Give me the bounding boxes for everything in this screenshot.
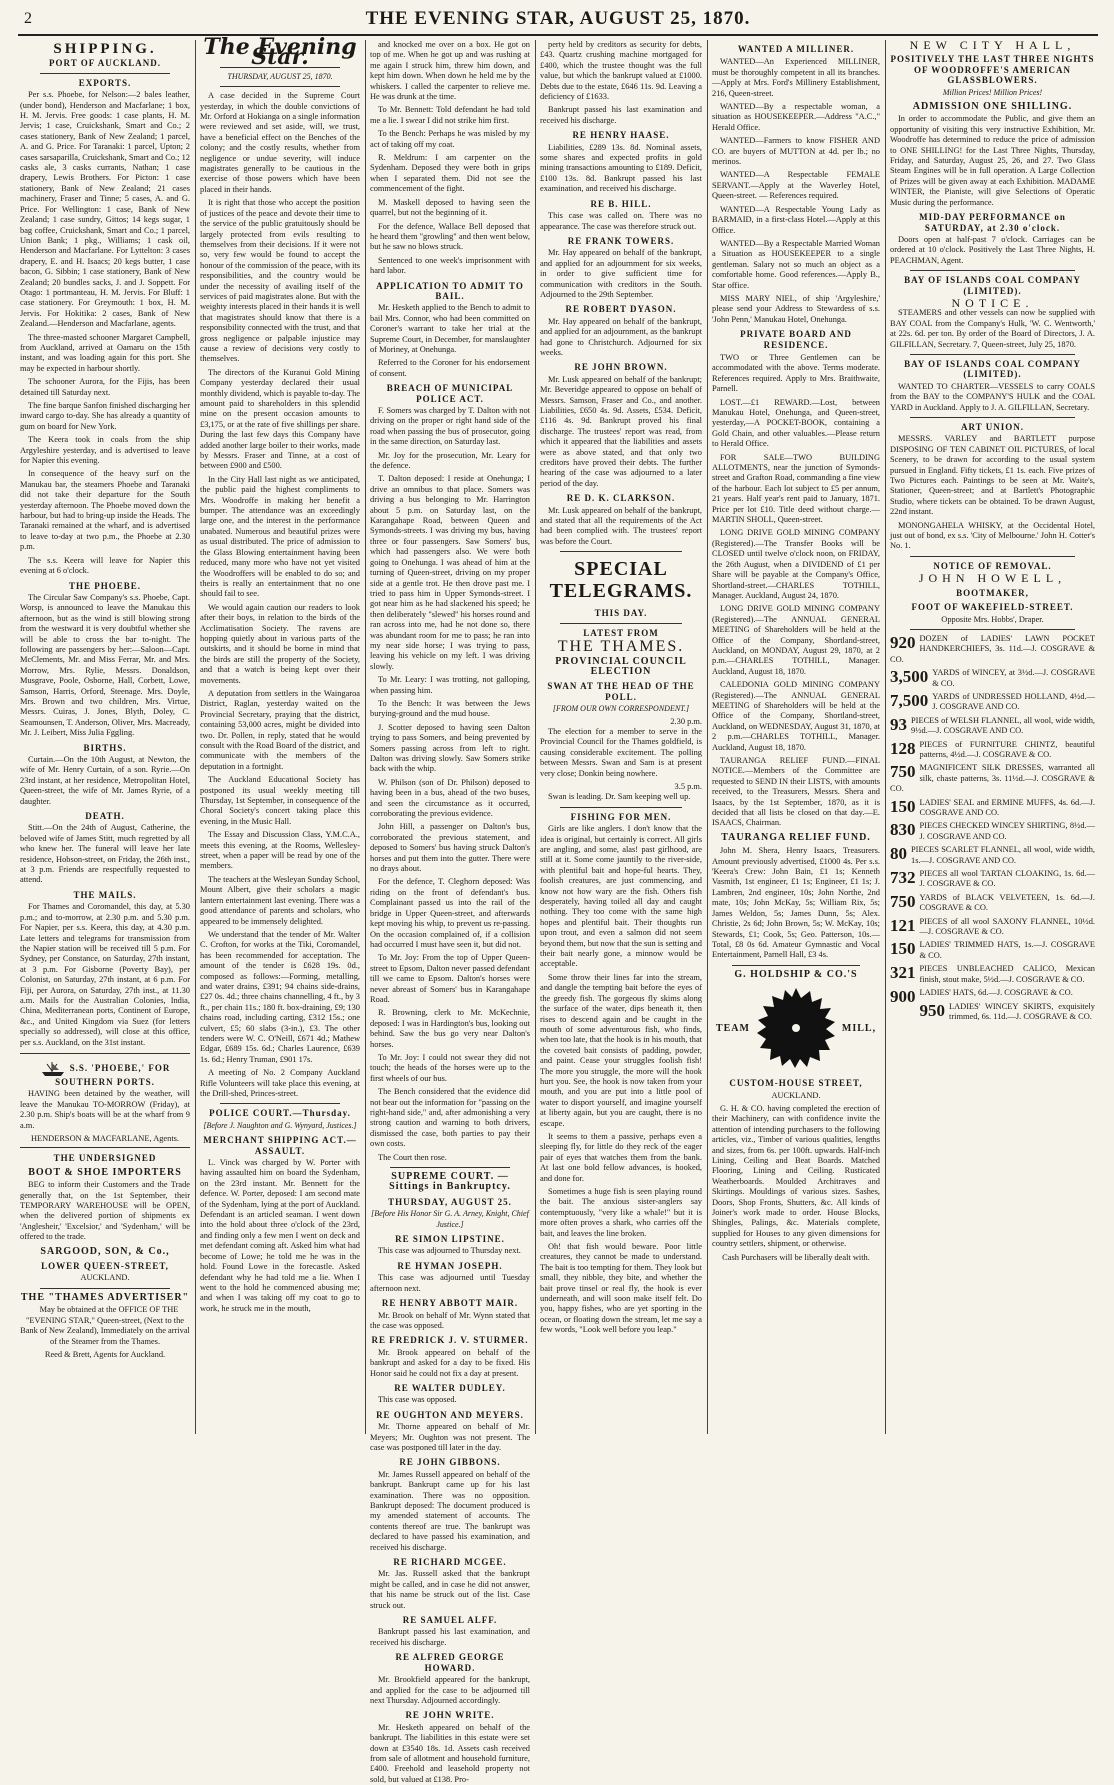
classified-ad: LONG DRIVE GOLD MINING COMPANY (Registered).—The ANNUAL GENERAL MEETING of Shareholders will be held at the Office of the Company, Shortland-street, Auckland, on MONDAY, August 29, 1870, at 2 p.m.—CHARLES TOTHILL, Manager. Auckland, August 18, 1870. (712, 604, 880, 676)
column-rule (195, 40, 196, 1434)
paragraph: Mr. Lusk appeared on behalf of the bankrupt; Mr. Beveridge appeared to oppose on behalf of Messrs. Samson, Fraser and Co., and another. Liabilities, £650 4s. 9d. Assets, £534. Deficit, £116 4s. 9d. Bankrupt proved his final discharge. The trustees' report was read, from which it appeared that the liabilities and assets were as above stated, and that only two creditors have proved their debts. The further hearing of the case was adjourned to a later period of the day. (540, 374, 702, 488)
advertisement (20, 1053, 190, 1148)
paragraph: The Circular Saw Company's s.s. Phoebe, Capt. Worsp, is announced to leave the Manukau this afternoon, but as the wind is still blowing strong from the westward it is very doubtful whether she will be able to cross the bar to-night. The following are passengers by her:—Saloon—Capt. McClements, Mr. and Miss Ferrar, Mr. and Mrs. Morrow, Mrs. Rylie, Messrs. Donaldson, Musgrave, Poole, Osborne, Hall, Corbett, Lowe, Samson, Harris, Orford, Steenage. Mrs. Doyle, Mrs. Brown and two children, Mrs. Virtue, Messrs. Cuiras, J. Jones, Blyth, Doley, C. Seamounsen, T. Anderson, Oliver, Mrs. Macready, Mr. J. Leibert, Miss Julia Fggling. (20, 592, 190, 738)
classified-ad: TWO or Three Gentlemen can be accommodated with the above. Terms moderate. References required. Apply to Mrs. Braithwaite, Parnell. (712, 352, 880, 394)
divider (390, 1167, 510, 1168)
ad-address: FOOT OF WAKEFIELD-STREET. (911, 602, 1074, 613)
ad-text: PIECES of FURNITURE CHINTZ, beautiful patterns, 4½d.—J. COSGRAVE & CO. (919, 739, 1095, 759)
cosgrave-ad-item (890, 987, 1095, 1007)
ad-text: PIECES UNBLEACHED CALICO, Mexican finish, stout make, 5½d.—J. COSGRAVE & CO. (919, 964, 1095, 984)
ad-subheading: BOOTMAKER, (956, 587, 1029, 598)
cosgrave-ad-item (890, 692, 1095, 713)
paragraph: The s.s. Keera will leave for Napier this evening at 6 o'clock. (20, 555, 190, 576)
case-heading: RE SIMON LIPSTINE. (395, 1234, 505, 1245)
subheading: THE PHOEBE. (68, 580, 141, 591)
subheading: THE MAILS. (73, 889, 137, 900)
paragraph: HAVING been detained by the weather, will leave the Manukau TO-MORROW (Friday), at 2.30 p.m. Ship's boats will be at the wharf from 9 a.m. (20, 1089, 190, 1130)
paragraph: A deputation from settlers in the Waingaroa District, Raglan, yesterday waited on the Provincial Secretary, praying that the district, containing 53,000 acres, might be divided into two. Dr. Pollen, in reply, stated that he would consult with the Road Board of the district, and communicate with the members of the deputation in a fortnight. (200, 688, 360, 771)
paragraph: The directors of the Kuranui Gold Mining Company yesterday declared their usual monthly dividend, which is payable to-day. The amount paid to shareholders in this splendid mine on the present occasion amounts to £3,175, or at the rate of five shillings per share. During the last few days this Company have added another large boiler to their works, made by Messrs. Fraser and Tinne, at a cost of between £900 and £500. (200, 367, 360, 471)
divider (220, 1103, 340, 1104)
paragraph: Bankrupt passed his last examination, and received his discharge. (370, 1627, 530, 1647)
paragraph: The Essay and Discussion Class, Y.M.C.A., meets this evening, at the Rooms, Wellesley-street, when a paper will be read by one of the members. (200, 830, 360, 871)
case-heading: RE HENRY HAASE. (572, 130, 670, 141)
ad-subheading: POSITIVELY THE LAST THREE NIGHTS OF WOODROFFE'S AMERICAN GLASSBLOWERS. (890, 54, 1095, 86)
cosgrave-ad-item (890, 763, 1095, 794)
column-shipping (20, 40, 190, 1434)
paragraph: MESSRS. VARLEY and BARTLETT purpose DISPOSING OF TEN CABINET OIL PICTURES, of local Scenery, to be drawn for according to the usual system pursued in England. Fifty tickets, £1 1s. each. Five prizes of Two Pictures each. Paintings to be seen at Mr. Waite's, Stationer, Queen-street; and at Bartlett's Photographic Studio, where tickets can be obtained. To be drawn August, 22nd instant. (890, 434, 1095, 517)
classified-ad: CALEDONIA GOLD MINING COMPANY (Registered).—The ANNUAL GENERAL MEETING of Shareholders will be held at the Office of the Company, Shortland-street, Auckland, on WEDNESDAY, August 31, 1870, at 2 p.m.—CHARLES TOTHILL, Manager. Auckland, August 18, 1870. (712, 680, 880, 752)
page-title: THE EVENING STAR, AUGUST 25, 1870. (365, 8, 751, 29)
paragraph: Some throw their lines far into the stream, and dangle the tempting bait before the eyes of the greedy fish. The gorgeous fly skims along the surface of the water, dips beneath it, then rises to descend again and be caught in the mouth of some adventurous fish, who finds, when too late, that the hook is in his mouth, that the coveted bait consists of padding, powder, and paint. Cease your struggles foolish fish! The more you struggle, the more will the hook hurt you. See, the hook is now taken from your mouth, and you are put into a little pool of water to disport yourself, and imagine yourself at liberty again, but you are caught, there is no escape. (540, 972, 702, 1128)
paragraph: and knocked me over on a box. He got on top of me. When he got up and was rushing at me again I struck him, threw him down, and kept him down. When down he held me by the whiskers. I called the carpenter to relieve me. He was drunk at the time. (370, 40, 530, 102)
cosgrave-ad-item (890, 740, 1095, 761)
ad-quantity: 321 (890, 963, 916, 983)
ad-quantity: 750 (890, 762, 916, 782)
paragraph: Mr. Thorne appeared on behalf of Mr. Meyers; Mr. Oughton was not present. The case was postponed till later in the day. (370, 1422, 530, 1452)
paragraph: The election for a member to serve in the Provincial Council for the Thames goldfield, is causing considerable excitement. The polling between Messrs. Swan and Sam is at present very close; Donkin being nowhere. (540, 726, 702, 778)
case-heading: RE OUGHTON AND MEYERS. (376, 1409, 524, 1420)
subheading: LATEST FROM (583, 627, 659, 638)
section-heading: SHIPPING. (53, 41, 157, 57)
divider (910, 629, 1075, 630)
ad-subheading: ADMISSION ONE SHILLING. (912, 101, 1073, 113)
paragraph: We understand that the tender of Mr. Walter C. Crofton, for works at the Tiki, Coromandel, has been recommended for acceptation. The amount of the tender is £628 19s. 0d., composed as follows:—Forming, metalling, and water drains, £391; 94 chains side-drains, £27 0s. 4d.; three chains channelling, 4 ft., by 3 ft., per chain 11s.; 180 ft. box-draining, £9; 130 chains road, including carting, £312 15s.; one culvert, £5; 60 slabs (3-in.), £3. The other tenders were W. C. O'Neill, £671 4d.; Mathew Edgar, £689 15s. 6d.; Charles Laurence, £639 1s. 6d.; Henry Truman, £901 17s. (200, 929, 360, 1064)
ad-heading: ART UNION. (960, 422, 1025, 432)
cosgrave-ad-item (890, 893, 1095, 914)
ad-city: AUCKLAND. (771, 1090, 821, 1100)
paragraph: MONONGAHELA WHISKY, at the Occidental Hotel, just out of bond, ex s.s. 'City of Melbourne.' John H. Cotter's No. 1. (890, 520, 1095, 551)
ad-quantity: 150 (890, 939, 916, 959)
paragraph: The teachers at the Wesleyan Sunday School, Mount Albert, give their scholars a magic lantern entertainment last evening. There was a good attendance of parents and scholars, who appeared to be immensely delighted. (200, 874, 360, 926)
ad-text: PIECES of all wool SAXONY FLANNEL, 10½d.—J. COSGRAVE & CO. (919, 916, 1095, 937)
subheading: THE UNDERSIGNED (53, 1153, 157, 1164)
classified-ad: MISS MARY NIEL, of ship 'Argyleshire,' please send your Address to Stewardess of s.s. 'John Penn,' Manukau Hotel, Onehunga. (712, 293, 880, 324)
paragraph: Bankrupt passed his last examination and received his discharge. (540, 105, 702, 125)
ad-heading: WANTED A MILLINER. (737, 44, 855, 54)
divider (910, 354, 1075, 355)
ad-text: YARDS of WINCEY, at 3½d.—J. COSGRAVE & CO. (932, 668, 1095, 688)
classified-ad: FOR SALE—TWO BUILDING ALLOTMENTS, near the junction of Symonds-street and Grafton Road, commanding a fine view of the harbour. Each lot subject to £5 per annum, 21 years. Half year's rent paid to January, 1871. Price per lot £10. Title deed without charge.—MARTIN SHOLL, Queen-street. (712, 452, 880, 525)
subheading: SWAN AT THE HEAD OF THE POLL. (547, 681, 695, 702)
ship-icon (40, 1063, 70, 1073)
subheading: EXPORTS. (78, 77, 132, 88)
paragraph: The fine barque Sanfon finished discharging her inward cargo to-day. She has already a quantity of gum on board for New York. (20, 401, 190, 431)
paragraph: To the Bench: It was between the Jews burying-ground and the mud house. (370, 698, 530, 719)
ad-address: CUSTOM-HOUSE STREET, (729, 1078, 863, 1089)
subheading: FISHING FOR MEN. (570, 811, 672, 822)
paragraph: Swan is leading. Dr. Sam keeping well up. (548, 792, 691, 802)
cosgrave-ad-item (890, 869, 1095, 890)
classified-ad: WANTED—A Respectable Young Lady as BARMAID, in a first-class Hotel.—Apply at this Office. (712, 204, 880, 235)
paragraph: Mr. Brook appeared on behalf of the bankrupt and asked for a day to be fixed. His Honor said he could not fix a day at present. (370, 1347, 530, 1378)
paragraph: Sometimes a huge fish is seen playing round the bait. The anxious sister-anglers say contemptuously, "very like a whale!" but it is more often proves a shark, who carries off the bait, and leaves the line broken. (540, 1187, 702, 1238)
paragraph: A case decided in the Supreme Court yesterday, in which the double convictions of Mr. Orford at Hokianga on a single information were reviewed and set aside, will, we trust, have a beneficial effect on the Benches of the colony; and the costly results, whether from negligence or undue severity, will induce magistrates generally to be cautious in the exercise of those powers which have been placed in their hands. (200, 91, 360, 194)
cosgrave-ad-item (890, 798, 1095, 819)
subheading: DEATH. (85, 811, 125, 822)
ad-quantity: 93 (890, 714, 907, 734)
dateline: THURSDAY, AUGUST 25. (388, 1196, 512, 1207)
divider (910, 556, 1075, 557)
ad-quantity: 128 (890, 738, 916, 758)
ad-heading: NOTICE OF REMOVAL. (933, 560, 1052, 571)
case-heading: RE HYMAN JOSEPH. (397, 1260, 503, 1271)
case-heading: MERCHANT SHIPPING ACT.—ASSAULT. (203, 1135, 357, 1156)
masthead-title: The Evening Star. (203, 34, 357, 71)
ad-footer: Cash Purchasers will be liberally dealt with. (722, 1252, 870, 1262)
saw-blade-icon (754, 982, 838, 1074)
classified-ad: WANTED—By a respectable woman, a situation as HOUSEKEEPER.—Address "A.C.," Herald Office. (712, 102, 880, 132)
ad-quantity: 750 (890, 891, 916, 911)
subheading: POLICE COURT.—Thursday. (209, 1108, 351, 1119)
classified-ad: G. H. & CO. having completed the erection of their Machinery, can with confidence invite the attention of intending purchasers to the following articles, viz., Timber of various qualities, lengths and sizes, from 6s. per 100ft. upwards. Half-inch Lining, Ceiling and Beat Boards. Matched Flooring, Lining and Ceiling. Rusticated Weatherboards. Moulded Architraves and Skirtings. Mouldings of various sizes. Sashes, Doors, Shop Fronts, Shutters, &c. All kinds of Joiner's work made to order. House Blocks, Shingles, Palings, &c. Materials complete, supplied for Houses to any given dimensions for country settlers, shipment, or otherwise. (712, 1103, 880, 1249)
ad-quantity: 920 (890, 632, 916, 652)
case-heading: RE JOHN GIBBONS. (399, 1457, 501, 1468)
paragraph: The Auckland Educational Society has postponed its usual weekly meeting till Thursday, 1st September, in consequence of the Choral Society's concert taking place this evening, in the Music Hall. (200, 775, 360, 826)
case-heading: RE FREDRICK J. V. STURMER. (371, 1335, 529, 1346)
paragraph: The Keera took in coals from the ship Argyleshire yesterday, and is advertised to leave for Napier this evening. (20, 435, 190, 466)
paragraph: To Mr. Leary: I was trotting, not galloping, when passing him. (370, 675, 530, 695)
paragraph: Mr. Brookfield appeared for the bankrupt, and applied for the case to be adjourned till next Thursday. Adjourned accordingly. (370, 1675, 530, 1705)
paragraph: Mr. Brook on behalf of Mr. Wynn stated that the case was opposed. (370, 1310, 530, 1330)
ad-quantity: 950 (919, 1000, 945, 1020)
paragraph: For Thames and Coromandel, this day, at 5.30 p.m.; and to-morrow, at 2.30 p.m. and 5.30 p.m. For Napier, per s.s. Keera, this day, at 4.30 p.m. Late letters and telegrams for transmission from the Napier station will be received till 5 p.m. For Sydney, per Constance, on Saturday, 27th instant, at 3 p.m. For Gisborne (Poverty Bay), per Colonist, on Saturday, 27th instant, at 6 p.m. For Fiji, per Aurora, on Saturday, 27th inst., at 11.30 a.m. Mails for the Australian Colonies, India, China, Mediterranean ports, Continent of Europe, &c., and United Kingdom via Suez (for letters specially so addressed), will close at this office, per s.s. Auckland, on the 31st instant. (20, 902, 190, 1047)
cosgrave-ad-item (890, 634, 1095, 665)
ad-text: YARDS of BLACK VELVETEEN, 1s. 6d.—J. COSGRAVE & CO. (919, 892, 1095, 913)
case-heading: RE ALFRED GEORGE HOWARD. (395, 1652, 505, 1673)
divider (220, 86, 340, 87)
dateline: THURSDAY, AUGUST 25, 1870. (227, 71, 333, 81)
ad-address: LOWER QUEEN-STREET, (41, 1261, 169, 1272)
paragraph: BEG to inform their Customers and the Trade generally that, on the 1st September, their TEMPORARY WAREHOUSE will be OPEN, when the delivered portion of shipments ex 'Anglesheir,' 'Excelsior,' and 'Sydenham,' will be offered to the trade. (20, 1180, 190, 1242)
paragraph: In consequence of the heavy surf on the Manukau bar, the steamers Phoebe and Taranaki did not take their departure for the South yesterday afternoon. The Phoebe moved down the harbour, but had to bring-up inside the Heads. The Taranaki remained at the wharf, and is advertised to leave to-day at two p.m., the Phoebe at 2.30 p.m. (20, 469, 190, 552)
paragraph: This case was called on. There was no appearance. The case was therefore struck out. (540, 211, 702, 231)
paragraph: Mr. Joy for the prosecution, Mr. Leary for the defence. (370, 450, 530, 471)
thames-heading: THE THAMES. (557, 638, 685, 656)
paragraph: W. Philson (son of Dr. Philson) deposed to having been in a bus, ahead of the two buses, and seen the circumstance as it occurred, corroborating the previous evidence. (370, 777, 530, 819)
divider (560, 623, 682, 624)
divider (40, 1288, 170, 1289)
paragraph: Mr. Hesketh appeared on behalf of the bankrupt. The liabilities in this estate were set down at £3540 18s. 1d. Assets cash received from sale of allotment and household furniture, £400. Freehold and leasehold property not sold, but valued at £138. Pro- (370, 1722, 530, 1784)
subheading: PROVINCIAL COUNCIL ELECTION (555, 655, 687, 677)
paragraph: The three-masted schooner Margaret Campbell, from Auckland, arrived at Oamaru on the 15th instant, and was loading again for this port. She may be expected in harbour shortly. (20, 332, 190, 373)
paragraph: We would again caution our readers to look after their boys, in relation to the birds of the Acclimatisation Society. The ravens are hopping quietly about in various parts of the outskirts, and it should be borne in mind that the birds are still the property of the Society, and that a watch is being kept over their movements. (200, 602, 360, 685)
cosgrave-ad-item (890, 845, 1095, 866)
divider (560, 551, 682, 552)
subheading-note: [Before His Honor Sir G. A. Arney, Knight, Chief Justice.] (371, 1209, 529, 1229)
ad-heading: NEW CITY HALL, (909, 38, 1076, 52)
ad-text: PIECES CHECKED WINCEY SHIRTING, 8½d.—J. COSGRAVE AND CO. (919, 821, 1095, 841)
paragraph: In order to accommodate the Public, and give them an opportunity of visiting this very instructive Exhibition, Mr. Woodroffe has determined to reduce the price of admission to ONE SHILLING! for the Last Three Nights, Thursday, Friday, and Saturday, August 25, 26, and 27. Two Glass Steam Engines will be in full operation. A Large Collection of Prizes will be given away at each Exhibition. MADAME WINTER, the Pianiste, will give Selections of Operatic Music during the performance. (890, 114, 1095, 207)
ad-heading: THE "THAMES ADVERTISER" (20, 1291, 190, 1303)
classified-ad: LOST.—£1 REWARD.—Lost, between Manukau Hotel, Onehunga, and Queen-street, yesterday,—A POCKET-BOOK, containing a Gold Chain, and other valuables.—Please return to Herald Office. (712, 397, 880, 449)
subheading: THIS DAY. (594, 608, 648, 619)
paragraph: perty held by creditors as security for debts, £43. Quartz crushing machine mortgaged for £400, which the trustee thought was the full value, but which the bankrupt valued at £1000. Debts due to the estate, £646 11s. 9d. Leaving a deficiency of £1633. (540, 40, 702, 102)
paragraph: The Court then rose. (378, 1152, 447, 1162)
subheading: SUPREME COURT. — Sittings in Bankruptcy. (389, 1171, 511, 1193)
cosgrave-ad-item (890, 1002, 1095, 1023)
case-heading: RE WALTER DUDLEY. (394, 1382, 506, 1393)
cosgrave-ad-item (890, 917, 1095, 938)
paragraph: John Hill, a passenger on Dalton's bus, corroborated the previous statement, and deposed to Somers' bus having struck Dalton's horses and put them into the gutter. There were no drays about. (370, 822, 530, 874)
paragraph: Stitt.—On the 24th of August, Catherine, the beloved wife of James Stitt, much regretted by all who knew her. The funeral will leave her late residence, Hobson-street, on Friday, the 26th inst., at 3 p.m. Friends are respectfully requested to attend. (20, 823, 190, 885)
ad-text: MAGNIFICENT SILK DRESSES, warranted all silk, chaste patterns, 3s. 11½d.—J. COSGRAVE & CO. (890, 763, 1095, 794)
paragraph: F. Somers was charged by T. Dalton with not driving on the proper or right hand side of the road when passing the bus of prosecutor, going in the same direction, on Saturday last. (370, 406, 530, 447)
column-court (370, 40, 530, 1784)
special-telegrams-heading: SPECIAL TELEGRAMS. (549, 558, 693, 603)
classified-ad: LONG DRIVE GOLD MINING COMPANY (Registered).—The Transfer Books will be CLOSED until twelve o'clock noon, on FRIDAY, the 26th August, when a DIVIDEND of £1 per Share will be payable at the Company's Office, Shortland-street.—CHARLES TOTHILL, Manager. Auckland, August 24, 1870. (712, 528, 880, 600)
ad-quantity: 7,500 (890, 690, 929, 710)
column-notices (890, 40, 1095, 1434)
paragraph: Oh! that fish would beware. Poor little creatures, they cannot be made to understand. The bait is too tempting for them. They look but small, they nibble, they bite, and whether the bait prove tinsel or real fly, the hook is ever underneath, and will soon make itself felt. Do you, happy fishes, who are yet sporting in the ocean, or floating down the stream, let me say a few words, "Look well before you leap." (540, 1242, 702, 1335)
ad-tagline: Million Prices! Million Prices! (942, 87, 1043, 97)
ad-firm: SARGOOD, SON, & Co., (40, 1245, 170, 1257)
paragraph: It seems to them a passive, perhaps even a sleeping fly, for little do they reck of the eager pair of eyes that watches them from the bank. At last one bold fellow advances, is hooked, and done for. (540, 1131, 702, 1183)
logo-word: TEAM (715, 1022, 750, 1034)
ad-text: DOZEN of LADIES' LAWN POCKET HANDKERCHIEFS, 3s. 11d.—J. COSGRAVE & CO. (890, 633, 1095, 664)
column-rule (707, 40, 708, 1434)
case-heading: APPLICATION TO ADMIT TO BAIL. (376, 280, 524, 301)
ad-text: PIECES SCARLET FLANNEL, all wool, wide width, 1s.—J. COSGRAVE AND CO. (911, 845, 1095, 865)
paragraph: Mr. Hesketh applied to the Bench to admit to bail Mrs. Connor, who had been committed on Coroner's warrant to take her trial at the Supreme Court, in December, for manslaughter of Moriney, at Onehunga. (370, 303, 530, 354)
ad-quantity: 830 (890, 820, 916, 840)
timestamp: 3.5 p.m. (674, 781, 702, 791)
ad-text: PIECES all wool TARTAN CLOAKING, 1s. 6d.—J. COSGRAVE & CO. (919, 869, 1095, 889)
paragraph: To Mr. Joy: I could not swear they did not touch; the heads of the horses were up to the first wheels of our bus. (370, 1052, 530, 1083)
paragraph: In the City Hall last night as we anticipated, the public paid the highest compliments to Mrs. Woodroffe in making her benefit a bumper. The attendance was an exceedingly large one, and the interest in the performance unabated. Numerous and beautiful prizes were as usual distributed. The price of admission to the Glass Blowing entertainment having been reduced, many more who have not yet visited the Woodroffers will be enabled to do so; and theirs is really an entertainment that no one should fail to see. (200, 474, 360, 599)
ad-heading: S.S. 'PHOEBE,' FOR SOUTHERN PORTS. (20, 1061, 190, 1087)
paragraph: A meeting of No. 2 Company Auckland Rifle Volunteers will take place this evening, at the Drill-shed, Princes-street. (200, 1068, 360, 1098)
ad-text: PIECES of WELSH FLANNEL, all wool, wide width, 9½d.—J. COSGRAVE AND CO. (911, 715, 1095, 736)
column-rule (885, 40, 886, 1434)
case-heading: RE D. K. CLARKSON. (566, 493, 676, 504)
paragraph: May be obtained at the OFFICE OF THE "EVENING STAR," Queen-street, (Next to the Bank of New Zealand), Immediately on the arrival of the Steamer from the Thames. (20, 1305, 190, 1346)
paragraph: M. Maskell deposed to having seen the quarrel, but not the beginning of it. (370, 197, 530, 218)
classified-ad: TAURANGA RELIEF FUND.—FINAL NOTICE.—Members of the Committee are requested to SEND IN their LISTS, with amounts received, to the Treasurers, Messrs. Shera and Isaacs, by the 1st September, 1870, as it is decided that all lists be closed on that day.—E. ISAACS, Chairman. (712, 756, 880, 828)
ad-heading: BOOT & SHOE IMPORTERS (28, 1166, 182, 1178)
subheading-note: [Before J. Naughton and G. Wynyard, Justices.] (203, 1120, 357, 1130)
ad-subheading: NOTICE. (951, 295, 1034, 310)
case-heading: RE ROBERT DYASON. (565, 304, 677, 315)
subheading: BIRTHS. (83, 742, 127, 753)
cosgrave-ad-list (890, 634, 1095, 1022)
cosgrave-ad-item (890, 668, 1095, 689)
paragraph: Liabilities, £289 13s. 8d. Nominal assets, some shares and expected profits in gold mining transactions amounting to £189. Deficit, £100 13s. 8d. Bankrupt passed his last examination, and received his discharge. (540, 142, 702, 194)
paragraph: Per s.s. Phoebe, for Nelson:—2 bales leather, (under bond), Henderson and Macfarlane; 1 box, H. M. Jervis. Free goods: 1 case plants, H. M. Jervis; 1 case, Cruickshank, Smart and Co.; 2 cases stationery, Bank of New Zealand; 1 parcel, A. and G. Price. For Taranaki: 1 parcel, Upton; 2 cases sarsaparilla, Cruickshank, Smart and Co.; 12 casks ale, 3 casks currants, Nathan; 1 case drapery, Lewis Brothers. For Picton: 1 case stationery, Bank of New Zealand; 21 cases machinery, Fraser and Tinne; 5 cases, A. and G. Price. For Wellington: 1 case, Bank of New Zealand; 1 case sundry, Gittos; 14 kegs sugar, 1 bag coffee, Cruickshank, Smart and Co.; 1 parcel, Union Bank; 1 pkg., Williams; 1 cask oil, Henderson and Macfarlane. For Lyttelton: 3 cases drapery, E. and H. Isaacs; 20 kegs butter, 1 case bacon, G. Sibbin; 1 case stationery, Bank of New Zealand; 20 bundles sacks, J. and J. Soppett. For Otago: 1 portmanteau, H. M. Jervis. For Bluff: 1 case stationery. For Greymouth: 1 box, H. M. Jervis. For Hokitika: 2 cases, Bank of New Zealand.—Henderson and Macfarlane, agents. (20, 90, 190, 329)
paragraph: R. Meldrum: I am carpenter on the Sydenham. Deposed they were both in grips when I separated them. Did not see the commencement of the fight. (370, 153, 530, 194)
ad-signature: HENDERSON & MACFARLANE, Agents. (30, 1134, 180, 1143)
ad-heading: PRIVATE BOARD AND RESIDENCE. (740, 329, 852, 350)
ad-quantity: 121 (890, 915, 916, 935)
paragraph: R. Browning, clerk to Mr. McKechnie, deposed: I was in Hardington's bus, looking out behind. Saw the bus go very near Dalton's horses. (370, 1008, 530, 1049)
paragraph: Referred to the Coroner for his endorsement of consent. (370, 358, 530, 378)
divider (910, 270, 1075, 271)
column-wanted (712, 40, 880, 1434)
ad-quantity: 900 (890, 987, 916, 1007)
case-heading: RE SAMUEL ALFF. (402, 1615, 498, 1626)
paragraph: To Mr. Joy: From the top of Upper Queen-street to Epsom, Dalton never passed defendant till we came to Epsom. Dalton's horses were never abreast of Somers' bus in Karangahape Road. (370, 953, 530, 1004)
paragraph: Mr. James Russell appeared on behalf of the bankrupt. Bankrupt came up for his last examination. There was no opposition. Bankrupt deposed: The document produced is my amended statement of accounts. The contents thereof are true. The bankrupt was declared to have passed his examination, and received his discharge. (370, 1469, 530, 1552)
classified-ad: WANTED—An Experienced MILLINER, must be thoroughly competent in all its branches.—Apply at Mrs. Ford's Millinery Establishment, 216, Queen-street. (712, 57, 880, 98)
classified-ad: WANTED—A Respectable FEMALE SERVANT.—Apply at the Waverley Hotel, Queen-street. — References required. (712, 170, 880, 201)
case-heading: RE FRANK TOWERS. (567, 235, 675, 246)
column-editorial (200, 34, 360, 1434)
logo-word: MILL, (841, 1022, 877, 1034)
page-number: 2 (24, 10, 32, 27)
page-header (18, 4, 1098, 36)
divider (560, 807, 682, 808)
ad-heading: G. HOLDSHIP & CO.'S (734, 968, 858, 980)
ad-note: Opposite Mrs. Hobbs', Draper. (941, 614, 1044, 624)
timestamp: 2.30 p.m. (670, 716, 702, 726)
cosgrave-ad-item (890, 940, 1095, 961)
paragraph: It is right that those who accept the position of justices of the peace and devote their time to the service of the public gratuitously should be largely protected from evils resulting to themselves from their decisions. If it were not so, very few would be found to accept the honour of the commission of the peace, with its responsibilities, and the country would be under the necessity of availing itself of the services of paid magistrates alone. But with the weighty interests placed in their hands it is well that magistrates should know that there is a responsibility connected with the trust, and that gross negligence or palpable injustice may cause a review of decisions very costly to themselves. (200, 198, 360, 364)
paragraph: For the defence, Wallace Bell deposed that he heard them "growling" and then went below, but he saw no blows struck. (370, 221, 530, 252)
divider (40, 73, 170, 74)
case-heading: RE B. HILL. (590, 198, 652, 209)
ad-signature: Reed & Brett, Agents for Auckland. (44, 1349, 166, 1359)
paragraph: This case was adjourned to Thursday next. (378, 1246, 521, 1256)
paragraph: For the defence, T. Cleghorn deposed: Was riding on the front of defendant's bus. Complainant passed us into the rail of the bridge in Upper Queen-street, and afterwards kept moving his whip, to prevent us re-passing. On the occasion complained of, if a collision had occurred I must have seen it, but did not. (370, 877, 530, 949)
ad-quantity: 732 (890, 868, 916, 888)
paragraph: Sentenced to one week's imprisonment with hard labor. (370, 255, 530, 276)
paragraph: Girls are like anglers. I don't know that the idea is original, but certainly is correct. All girls are angling, and some, alas! past girlhood, are still at it. Some come jauntily to the river-side, with plentiful bait and hope-ful hearts. They, foolish creatures, are just commencing, and know not how wary are the fish. Others fish desperately, having toiled all day and caught nothing. They too come with the same high hopes and plentiful bait. Their thoughts run upon trout, and even a salmon did not seem beyond them, but now that the sun is setting and their bait nearly gone, a minnow would be acceptable. (540, 824, 702, 969)
case-heading: RE JOHN WRITE. (405, 1710, 495, 1721)
case-heading: RE JOHN BROWN. (574, 362, 668, 373)
column-telegrams (540, 40, 702, 1434)
divider (910, 417, 1075, 418)
paragraph: STEAMERS and other vessels can now be supplied with BAY COAL from the Company's Hulk, 'W. C. Wentworth,' at 22s. 6d. per ton. By order of the Board of Directors, J. A. GILFILLAN, Secretary. 7, Queen-street, July 25, 1870. (890, 308, 1095, 349)
cosgrave-ad-item (890, 716, 1095, 737)
cosgrave-ad-item (890, 964, 1095, 985)
paragraph: Doors open at half-past 7 o'clock. Carriages can be ordered at 10 o'clock. Positively the Last Three Nights, H. PEACHMAN, Agent. (890, 234, 1095, 265)
ad-heading: TAURANGA RELIEF FUND. (721, 831, 871, 843)
paragraph: Curtain.—On the 10th August, at Newton, the wife of Mr. Henry Curtain, of a son. Ryrie.—On 23rd instant, at her residence, Metropolitan Hotel, Queen-street, the wife of Mr. James Ryrie, of a daughter. (20, 755, 190, 806)
classified-ad: WANTED—By a Respectable Married Woman a Situation as HOUSEKEEPER to a single gentleman. Salary not so much an object as a comfortable home. Good references.—Apply B., Star office. (712, 238, 880, 290)
ad-text: LADIES' TRIMMED HATS, 1s.—J. COSGRAVE & CO. (919, 940, 1095, 960)
ad-quantity: 150 (890, 796, 916, 816)
ad-heading: BAY OF ISLANDS COAL COMPANY (LIMITED). (904, 358, 1081, 380)
ad-text: LADIES' WINCEY SKIRTS, exquisitely trimmed, 6s. 11d.—J. COSGRAVE & CO. (949, 1001, 1095, 1021)
case-heading: BREACH OF MUNICIPAL POLICE ACT. (386, 383, 514, 404)
column-rule (535, 40, 536, 1434)
paragraph: T. Dalton deposed: I reside at Onehunga; I drive an omnibus to that place. Somers was driving a bus belonging to Mr. Harrington about 5 p.m. on Saturday last, on the Karangahape Road, between Queen and Symonds-streets. I was driving my bus, having three or four passengers. Saw Somers' bus, which had passengers also. We were both going to Onehunga. I was ahead of him at the turning of Queen-street, driving on my proper side at a gentle trot. He then drove past me. I tried to pass him in Upper Symonds-street. I got near him as he had slackened his speed; he then deliberately "slewed" his horses round and ran across into me, had he not done so, there was abundant room for me to pass; he ran into my near side horse; I was trying to pass, leaving his vehicle on my left. I was driving slowly. (370, 474, 530, 671)
paragraph: Mr. Hay appeared on behalf of the bankrupt, and applied for an adjournment, as the bankrupt had gone to Christchurch. Adjourned for six weeks. (540, 316, 702, 357)
paragraph: Mr. Jas. Russell asked that the bankrupt might be called, and in case he did not answer, that his name be struck out of the list. Case struck out. (370, 1569, 530, 1610)
paragraph: To Mr. Bennett: Told defendant he had told me a lie. I swear I did not strike him first. (370, 105, 530, 125)
ad-quantity: 3,500 (890, 667, 929, 687)
ad-text: LADIES' HATS, 6d.—J. COSGRAVE & CO. (919, 988, 1073, 998)
ad-subheading: MID-DAY PERFORMANCE on SATURDAY, at 2.30 o'clock. (919, 212, 1066, 233)
case-heading: RE RICHARD MCGEE. (393, 1557, 507, 1568)
column-rule (365, 40, 366, 1434)
ad-city: AUCKLAND. (80, 1273, 130, 1283)
paragraph: This case was adjourned until Tuesday afternoon next. (370, 1273, 530, 1293)
ad-text: YARDS of UNDRESSED HOLLAND, 4½d.—J. COSGRAVE AND CO. (932, 691, 1095, 712)
cosgrave-ad-item (890, 821, 1095, 842)
ad-heading: BAY OF ISLANDS COAL COMPANY (LIMITED). (904, 275, 1081, 296)
paragraph: WANTED TO CHARTER—VESSELS to carry COALS from the BAY to the COMPANY'S HULK and the COAL YARD in Auckland. Apply to J. A. GILFILLAN, Secretary. (890, 381, 1095, 412)
paragraph: To the Bench: Perhaps he was misled by my act of taking off my coat. (370, 129, 530, 149)
paragraph: This case was opposed. (378, 1395, 457, 1405)
paragraph: The schooner Aurora, for the Fijis, has been detained till Saturday next. (20, 377, 190, 397)
ad-name: JOHN HOWELL, (918, 571, 1067, 586)
paragraph: J. Scotter deposed to having seen Dalton trying to pass Somers, and being prevented by Somers passing across from left to right. Dalton was driving slowly. Saw Somers strike back with the whip. (370, 722, 530, 774)
case-heading: RE HENRY ABBOTT MAIR. (381, 1298, 519, 1309)
paragraph: L. Vinck was charged by W. Porter with having assaulted him on board the Sydenham, on the 23rd instant. Mr. Bennett for the defence. W. Porter, deposed: I am second mate of the Sydenham, lying at the port of Auckland. Defendant is an articled seaman. I went down into the hold about three o'clock of the 23rd, and finding only a few men I went on deck and met defendant coming aft. Asked him what had become of Lowe; he told me he was in the hold. Found Lowe in the forecastle. Asked defendant why he had told me a lie. When I went to the hold he commenced abusing me; and when I was taking off my coat to go to work, he struck me in the mouth, (200, 1158, 360, 1313)
paragraph: Mr. Hay appeared on behalf of the bankrupt, and applied for an adjournment for six weeks, in order to give sufficient time for communication with creditors in the South. Adjourned to the 29th September. (540, 248, 702, 299)
classified-ad: WANTED—Farmers to know FISHER AND CO. are buyers of MUTTON at 4d. per lb.; no merinos. (712, 136, 880, 167)
subheading: PORT OF AUCKLAND. (49, 58, 161, 69)
ad-quantity: 80 (890, 844, 907, 864)
paragraph: Mr. Lusk appeared on behalf of the bankrupt, and stated that all the requirements of the Act had been complied with. The trustees' report was before the Court. (540, 505, 702, 546)
steam-mill-logo (712, 982, 880, 1074)
paragraph: The Bench considered that the evidence did not bear out the information for "passing on the right-hand side," and, after admonishing a very strong caution and warning to both drivers, dismissed the case, both parties to pay their own costs. (370, 1087, 530, 1149)
classified-ad: John M. Shera, Henry Isaacs, Treasurers. Amount previously advertised, £1000 4s. Per s.s. 'Keera's Crew: John Bain, £1 1s; Kenneth Vasmith, 1st engineer, £1 1s; Engineer, £1 1s; J. Lambren, 2nd engineer, 10s; John Northe, 2nd mate, 10s; John McKay, 5s; William Rix, 5s; James Weldon, 5s; James Dunn, 5s; Alex. Christie, 2s 6d; John Brown, 5s; W. McKay, 10s; Stewards, £1; Cook, 5s; Geo. Patterson, 10s.—Total, £8 0s 6d. Amateur Gymnastic and Vocal Entertainment, Parnell Hall, £3 4s. (712, 846, 880, 960)
ad-text: LADIES' SEAL and ERMINE MUFFS, 4s. 6d.—J. COSGRAVE AND CO. (919, 797, 1095, 817)
byline: [FROM OUR OWN CORRESPONDENT.] (552, 704, 690, 714)
divider (732, 965, 860, 966)
